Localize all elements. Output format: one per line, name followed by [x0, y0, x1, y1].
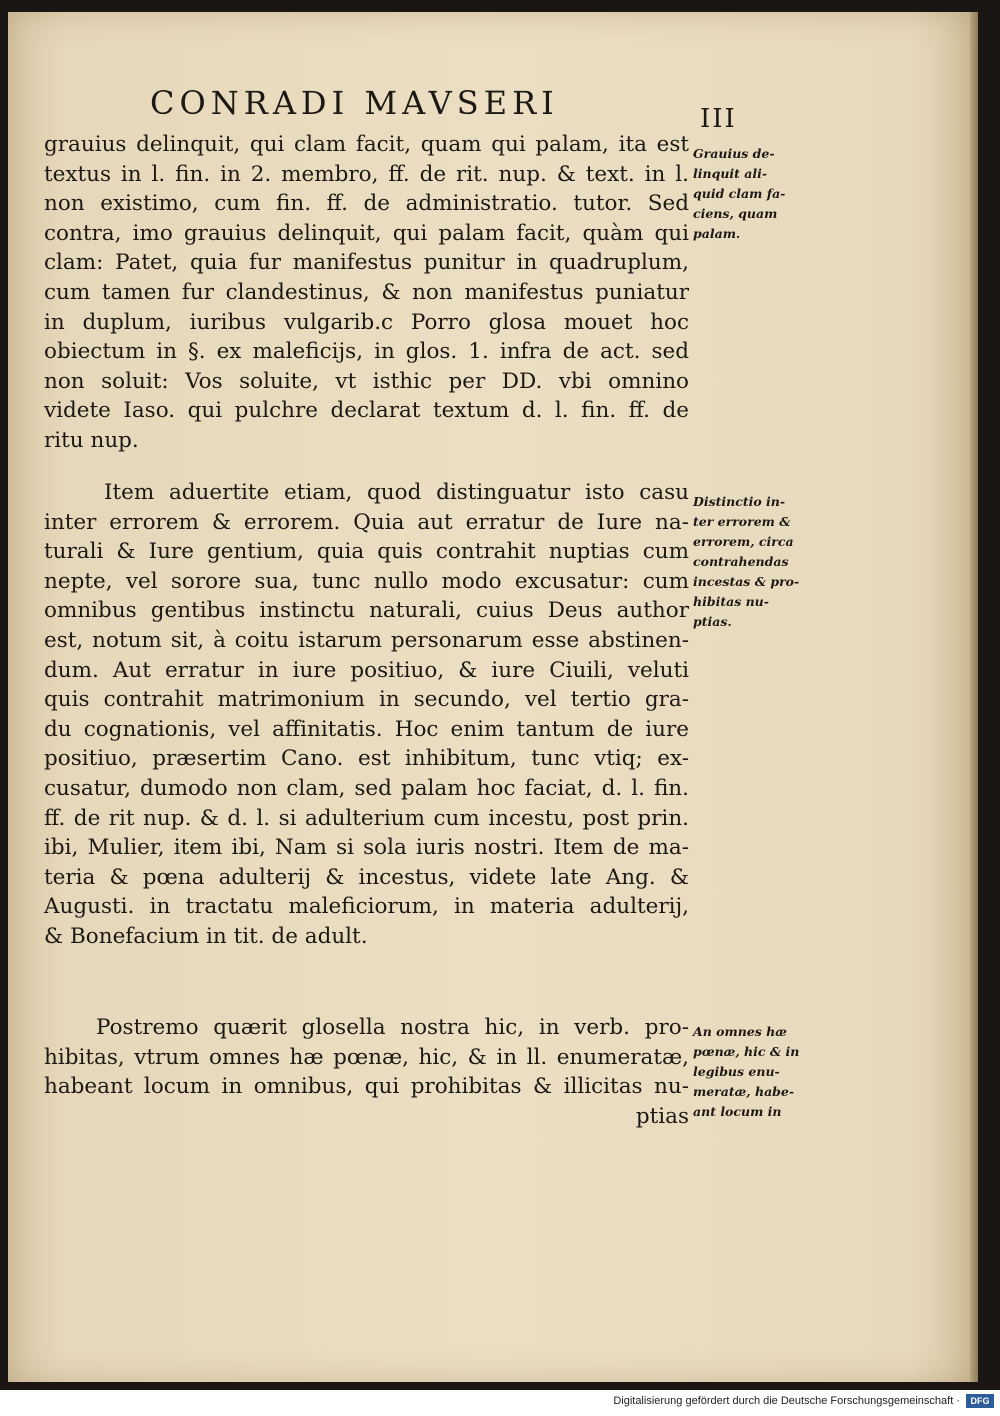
margin-note-2: [693, 492, 818, 632]
text-line: videte Iaso. qui pulchre declarat textum d. l. fin. ff. de: [44, 398, 689, 424]
note-line: linquit ali-: [693, 166, 768, 181]
text-line: ibi, Mulier, item ibi, Nam si sola iuris nostri. Item de ma-: [44, 835, 689, 861]
text-line: Augusti. in tractatu maleficiorum, in materia adulterij,: [44, 894, 689, 920]
note-line: contrahendas: [693, 554, 789, 569]
text-line: positiuo, præsertim Cano. est inhibitum, tunc vtiq; ex-: [44, 746, 689, 772]
text-line: Postremo quærit glosella nostra hic, in verb. pro-: [96, 1015, 689, 1040]
text-line: hibitas, vtrum omnes hæ pœnæ, hic, & in ll. enumeratæ,: [44, 1044, 689, 1070]
running-head: CONRADI MAVSERI: [150, 84, 559, 122]
note-line: meratæ, habe-: [693, 1084, 795, 1099]
text-line: grauius delinquit, qui clam facit, quam qui palam, ita est: [44, 132, 689, 157]
text-line: teria & pœna adulterij & incestus, videte late Ang. &: [44, 864, 689, 890]
text-line: & Bonefacium in tit. de adult.: [44, 923, 368, 949]
note-line: ptias.: [693, 614, 732, 629]
folio-number: III: [700, 104, 737, 134]
text-line: inter errorem & errorem. Quia aut erratur de Iure na-: [44, 509, 689, 535]
text-line: ritu nup.: [44, 427, 139, 453]
margin-note-1: [693, 144, 818, 244]
funding-credit: Digitalisierung gefördert durch die Deutsche Forschungsgemeinschaft ·: [613, 1395, 960, 1407]
paragraph-1: [44, 130, 689, 456]
note-line: hibitas nu-: [693, 594, 769, 609]
note-line: An omnes hæ: [693, 1024, 787, 1039]
note-line: Distinctio in-: [693, 494, 786, 509]
note-line: palam.: [693, 226, 741, 241]
text-line: non existimo, cum fin. ff. de administratio. tutor. Sed: [44, 191, 689, 217]
text-line: contra, imo grauius delinquit, qui palam facit, quàm qui: [44, 220, 689, 246]
note-line: errorem, circa: [693, 534, 794, 549]
text-line: non soluit: Vos soluite, vt isthic per DD. vbi omnino: [44, 368, 689, 394]
text-line: nepte, vel sorore sua, tunc nullo modo excusatur: cum: [44, 568, 689, 594]
text-line: omnibus gentibus instinctu naturali, cuius Deus author: [44, 598, 689, 624]
text-line: obiectum in §. ex maleficijs, in glos. 1. infra de act. sed: [44, 339, 689, 365]
text-line: turali & Iure gentium, quia quis contrahit nuptias cum: [44, 539, 689, 565]
note-line: pœnæ, hic & in: [693, 1044, 800, 1059]
text-line: habeant locum in omnibus, qui prohibitas & illicitas nu-: [44, 1074, 689, 1100]
text-line: du cognationis, vel affinitatis. Hoc enim tantum de iure: [44, 716, 689, 742]
catchword: ptias: [635, 1103, 689, 1129]
text-line: textus in l. fin. in 2. membro, ff. de rit. nup. & text. in l.: [44, 161, 689, 187]
note-line: legibus enu-: [693, 1064, 780, 1079]
paragraph-3: [44, 1013, 689, 1131]
footer-bar: [0, 1390, 1000, 1416]
paragraph-2: [44, 478, 689, 952]
text-line: Item aduertite etiam, quod distinguatur isto casu: [104, 480, 689, 505]
margin-note-3: [693, 1022, 818, 1122]
text-line: ff. de rit nup. & d. l. si adulterium cum incestu, post prin.: [44, 805, 689, 831]
text-line: cum tamen fur clandestinus, & non manifestus puniatur: [44, 279, 689, 305]
note-line: ter errorem &: [693, 514, 791, 529]
note-line: ciens, quam: [693, 206, 778, 221]
text-line: in duplum, iuribus vulgarib.c Porro glosa mouet hoc: [44, 309, 689, 335]
text-line: cusatur, dumodo non clam, sed palam hoc faciat, d. l. fin.: [44, 775, 689, 801]
note-line: ant locum in: [693, 1104, 782, 1119]
text-line: quis contrahit matrimonium in secundo, vel tertio gra-: [44, 687, 689, 713]
note-line: incestas & pro-: [693, 574, 800, 589]
note-line: quid clam fa-: [693, 186, 786, 201]
page-edge: [970, 12, 978, 1382]
text-line: est, notum sit, à coitu istarum personarum esse abstinen-: [44, 627, 689, 653]
text-line: dum. Aut erratur in iure positiuo, & iure Ciuili, veluti: [44, 657, 689, 683]
dfg-logo: DFG: [966, 1394, 994, 1408]
note-line: Grauius de-: [693, 146, 775, 161]
text-line: clam: Patet, quia fur manifestus punitur in quadruplum,: [44, 250, 689, 276]
